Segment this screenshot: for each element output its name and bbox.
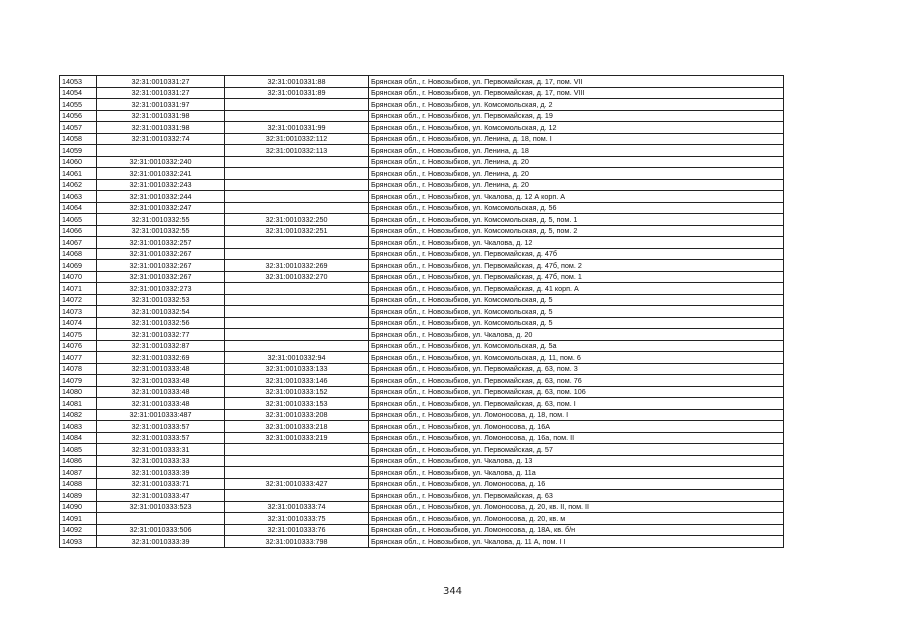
- cadastral-table: [59, 75, 784, 548]
- cadastral-number-cell: 32:31:0010333:47: [97, 490, 225, 502]
- table-row: [60, 306, 784, 318]
- table-row: [60, 386, 784, 398]
- table-row: [60, 156, 784, 168]
- row-number-cell: 14083: [60, 421, 97, 433]
- cadastral-number-cell: 32:31:0010331:27: [97, 76, 225, 88]
- row-number-cell: 14054: [60, 87, 97, 99]
- address-cell: Брянская обл., г. Новозыбков, ул. Первомайская, д. 63: [369, 490, 784, 502]
- table-row: [60, 202, 784, 214]
- row-number-cell: 14074: [60, 317, 97, 329]
- row-number-cell: 14072: [60, 294, 97, 306]
- related-cadastral-number-cell: 32:31:0010333:153: [225, 398, 369, 410]
- table-row: [60, 76, 784, 88]
- cadastral-number-cell: 32:31:0010333:48: [97, 363, 225, 375]
- related-cadastral-number-cell: [225, 455, 369, 467]
- row-number-cell: 14063: [60, 191, 97, 203]
- row-number-cell: 14056: [60, 110, 97, 122]
- row-number-cell: 14057: [60, 122, 97, 134]
- row-number-cell: 14071: [60, 283, 97, 295]
- table-row: [60, 145, 784, 157]
- related-cadastral-number-cell: 32:31:0010332:113: [225, 145, 369, 157]
- cadastral-number-cell: 32:31:0010331:27: [97, 87, 225, 99]
- row-number-cell: 14085: [60, 444, 97, 456]
- related-cadastral-number-cell: 32:31:0010333:74: [225, 501, 369, 513]
- table-row: [60, 444, 784, 456]
- cadastral-number-cell: 32:31:0010333:506: [97, 524, 225, 536]
- row-number-cell: 14090: [60, 501, 97, 513]
- row-number-cell: 14058: [60, 133, 97, 145]
- table-row: [60, 87, 784, 99]
- related-cadastral-number-cell: [225, 467, 369, 479]
- table-row: [60, 271, 784, 283]
- row-number-cell: 14082: [60, 409, 97, 421]
- address-cell: Брянская обл., г. Новозыбков, ул. Комсомольская, д. 5а: [369, 340, 784, 352]
- address-cell: Брянская обл., г. Новозыбков, ул. Первомайская, д. 47б, пом. 2: [369, 260, 784, 272]
- related-cadastral-number-cell: 32:31:0010331:88: [225, 76, 369, 88]
- cadastral-number-cell: 32:31:0010332:55: [97, 225, 225, 237]
- related-cadastral-number-cell: 32:31:0010333:146: [225, 375, 369, 387]
- row-number-cell: 14070: [60, 271, 97, 283]
- address-cell: Брянская обл., г. Новозыбков, ул. Первомайская, д. 17, пом. VIII: [369, 87, 784, 99]
- cadastral-number-cell: 32:31:0010332:244: [97, 191, 225, 203]
- table-row: [60, 283, 784, 295]
- table-row: [60, 513, 784, 525]
- table-row: [60, 237, 784, 249]
- table-body: [60, 76, 784, 548]
- related-cadastral-number-cell: [225, 99, 369, 111]
- cadastral-number-cell: 32:31:0010333:48: [97, 398, 225, 410]
- address-cell: Брянская обл., г. Новозыбков, ул. Ломоносова, д. 18А, кв. б/н: [369, 524, 784, 536]
- related-cadastral-number-cell: 32:31:0010333:76: [225, 524, 369, 536]
- related-cadastral-number-cell: 32:31:0010333:152: [225, 386, 369, 398]
- table-row: [60, 122, 784, 134]
- cadastral-number-cell: 32:31:0010331:97: [97, 99, 225, 111]
- cadastral-number-cell: [97, 513, 225, 525]
- address-cell: Брянская обл., г. Новозыбков, ул. Первомайская, д. 19: [369, 110, 784, 122]
- address-cell: Брянская обл., г. Новозыбков, ул. Комсомольская, д. 12: [369, 122, 784, 134]
- address-cell: Брянская обл., г. Новозыбков, ул. Комсомольская, д. 5: [369, 294, 784, 306]
- cadastral-number-cell: 32:31:0010332:56: [97, 317, 225, 329]
- row-number-cell: 14089: [60, 490, 97, 502]
- related-cadastral-number-cell: 32:31:0010331:99: [225, 122, 369, 134]
- row-number-cell: 14084: [60, 432, 97, 444]
- table-row: [60, 179, 784, 191]
- cadastral-number-cell: 32:31:0010331:98: [97, 122, 225, 134]
- cadastral-number-cell: 32:31:0010333:33: [97, 455, 225, 467]
- address-cell: Брянская обл., г. Новозыбков, ул. Чкалова, д. 12: [369, 237, 784, 249]
- table-row: [60, 329, 784, 341]
- related-cadastral-number-cell: [225, 156, 369, 168]
- related-cadastral-number-cell: 32:31:0010333:427: [225, 478, 369, 490]
- address-cell: Брянская обл., г. Новозыбков, ул. Комсомольская, д. 5: [369, 317, 784, 329]
- cadastral-number-cell: 32:31:0010331:98: [97, 110, 225, 122]
- cadastral-number-cell: 32:31:0010332:53: [97, 294, 225, 306]
- related-cadastral-number-cell: [225, 329, 369, 341]
- address-cell: Брянская обл., г. Новозыбков, ул. Комсомольская, д. 11, пом. 6: [369, 352, 784, 364]
- address-cell: Брянская обл., г. Новозыбков, ул. Ломоносова, д. 20, кв. II, пом. II: [369, 501, 784, 513]
- address-cell: Брянская обл., г. Новозыбков, ул. Первомайская, д. 17, пом. VII: [369, 76, 784, 88]
- table-row: [60, 352, 784, 364]
- row-number-cell: 14062: [60, 179, 97, 191]
- row-number-cell: 14053: [60, 76, 97, 88]
- cadastral-number-cell: 32:31:0010333:57: [97, 421, 225, 433]
- row-number-cell: 14081: [60, 398, 97, 410]
- cadastral-number-cell: 32:31:0010332:267: [97, 248, 225, 260]
- cadastral-number-cell: 32:31:0010332:267: [97, 260, 225, 272]
- row-number-cell: 14080: [60, 386, 97, 398]
- related-cadastral-number-cell: [225, 340, 369, 352]
- related-cadastral-number-cell: 32:31:0010332:94: [225, 352, 369, 364]
- related-cadastral-number-cell: 32:31:0010332:250: [225, 214, 369, 226]
- table-row: [60, 421, 784, 433]
- related-cadastral-number-cell: 32:31:0010333:219: [225, 432, 369, 444]
- table-row: [60, 294, 784, 306]
- related-cadastral-number-cell: [225, 110, 369, 122]
- table-row: [60, 409, 784, 421]
- related-cadastral-number-cell: 32:31:0010332:269: [225, 260, 369, 272]
- cadastral-number-cell: 32:31:0010333:523: [97, 501, 225, 513]
- related-cadastral-number-cell: 32:31:0010333:208: [225, 409, 369, 421]
- row-number-cell: 14065: [60, 214, 97, 226]
- related-cadastral-number-cell: 32:31:0010332:251: [225, 225, 369, 237]
- table-row: [60, 524, 784, 536]
- table-row: [60, 191, 784, 203]
- cadastral-number-cell: 32:31:0010332:74: [97, 133, 225, 145]
- table-row: [60, 168, 784, 180]
- row-number-cell: 14092: [60, 524, 97, 536]
- cadastral-number-cell: 32:31:0010332:54: [97, 306, 225, 318]
- table-row: [60, 317, 784, 329]
- address-cell: Брянская обл., г. Новозыбков, ул. Первомайская, д. 63, пом. 106: [369, 386, 784, 398]
- row-number-cell: 14067: [60, 237, 97, 249]
- cadastral-number-cell: 32:31:0010332:267: [97, 271, 225, 283]
- related-cadastral-number-cell: 32:31:0010332:270: [225, 271, 369, 283]
- cadastral-number-cell: 32:31:0010332:77: [97, 329, 225, 341]
- address-cell: Брянская обл., г. Новозыбков, ул. Чкалова, д. 12 А корп. А: [369, 191, 784, 203]
- cadastral-number-cell: 32:31:0010333:48: [97, 386, 225, 398]
- address-cell: Брянская обл., г. Новозыбков, ул. Ломоносова, д. 16: [369, 478, 784, 490]
- table-row: [60, 467, 784, 479]
- cadastral-number-cell: 32:31:0010333:31: [97, 444, 225, 456]
- address-cell: Брянская обл., г. Новозыбков, ул. Первомайская, д. 47б: [369, 248, 784, 260]
- address-cell: Брянская обл., г. Новозыбков, ул. Первомайская, д. 57: [369, 444, 784, 456]
- cadastral-number-cell: 32:31:0010333:39: [97, 536, 225, 548]
- cadastral-number-cell: 32:31:0010333:71: [97, 478, 225, 490]
- cadastral-number-cell: 32:31:0010333:487: [97, 409, 225, 421]
- table-row: [60, 375, 784, 387]
- related-cadastral-number-cell: [225, 317, 369, 329]
- row-number-cell: 14061: [60, 168, 97, 180]
- cadastral-number-cell: 32:31:0010332:69: [97, 352, 225, 364]
- address-cell: Брянская обл., г. Новозыбков, ул. Комсомольская, д. 5, пом. 2: [369, 225, 784, 237]
- table-row: [60, 501, 784, 513]
- address-cell: Брянская обл., г. Новозыбков, ул. Первомайская, д. 47б, пом. 1: [369, 271, 784, 283]
- row-number-cell: 14091: [60, 513, 97, 525]
- table-row: [60, 99, 784, 111]
- row-number-cell: 14088: [60, 478, 97, 490]
- row-number-cell: 14078: [60, 363, 97, 375]
- address-cell: Брянская обл., г. Новозыбков, ул. Ломоносова, д. 20, кв. м: [369, 513, 784, 525]
- cadastral-number-cell: 32:31:0010332:257: [97, 237, 225, 249]
- table-row: [60, 214, 784, 226]
- row-number-cell: 14076: [60, 340, 97, 352]
- related-cadastral-number-cell: [225, 191, 369, 203]
- row-number-cell: 14087: [60, 467, 97, 479]
- cadastral-number-cell: 32:31:0010333:39: [97, 467, 225, 479]
- row-number-cell: 14077: [60, 352, 97, 364]
- related-cadastral-number-cell: [225, 179, 369, 191]
- address-cell: Брянская обл., г. Новозыбков, ул. Ленина, д. 20: [369, 156, 784, 168]
- address-cell: Брянская обл., г. Новозыбков, ул. Комсомольская, д. 5: [369, 306, 784, 318]
- row-number-cell: 14059: [60, 145, 97, 157]
- address-cell: Брянская обл., г. Новозыбков, ул. Комсомольская, д. 56: [369, 202, 784, 214]
- address-cell: Брянская обл., г. Новозыбков, ул. Ломоносова, д. 16а, пом. II: [369, 432, 784, 444]
- table-row: [60, 248, 784, 260]
- table-row: [60, 133, 784, 145]
- related-cadastral-number-cell: [225, 294, 369, 306]
- table-row: [60, 536, 784, 548]
- address-cell: Брянская обл., г. Новозыбков, ул. Первомайская, д. 63, пом. I: [369, 398, 784, 410]
- table-row: [60, 225, 784, 237]
- address-cell: Брянская обл., г. Новозыбков, ул. Чкалова, д. 20: [369, 329, 784, 341]
- table-row: [60, 478, 784, 490]
- table-row: [60, 110, 784, 122]
- related-cadastral-number-cell: [225, 306, 369, 318]
- address-cell: Брянская обл., г. Новозыбков, ул. Чкалова, д. 13: [369, 455, 784, 467]
- cadastral-number-cell: 32:31:0010332:243: [97, 179, 225, 191]
- row-number-cell: 14066: [60, 225, 97, 237]
- related-cadastral-number-cell: [225, 237, 369, 249]
- address-cell: Брянская обл., г. Новозыбков, ул. Первомайская, д. 63, пом. 76: [369, 375, 784, 387]
- address-cell: Брянская обл., г. Новозыбков, ул. Первомайская, д. 63, пом. 3: [369, 363, 784, 375]
- table-row: [60, 363, 784, 375]
- cadastral-number-cell: 32:31:0010332:55: [97, 214, 225, 226]
- cadastral-number-cell: 32:31:0010332:240: [97, 156, 225, 168]
- address-cell: Брянская обл., г. Новозыбков, ул. Комсомольская, д. 5, пом. 1: [369, 214, 784, 226]
- row-number-cell: 14079: [60, 375, 97, 387]
- table-row: [60, 455, 784, 467]
- address-cell: Брянская обл., г. Новозыбков, ул. Ломоносова, д. 16А: [369, 421, 784, 433]
- related-cadastral-number-cell: 32:31:0010333:218: [225, 421, 369, 433]
- related-cadastral-number-cell: 32:31:0010332:112: [225, 133, 369, 145]
- row-number-cell: 14093: [60, 536, 97, 548]
- table-row: [60, 432, 784, 444]
- row-number-cell: 14055: [60, 99, 97, 111]
- related-cadastral-number-cell: [225, 444, 369, 456]
- address-cell: Брянская обл., г. Новозыбков, ул. Первомайская, д. 41 корп. А: [369, 283, 784, 295]
- row-number-cell: 14068: [60, 248, 97, 260]
- address-cell: Брянская обл., г. Новозыбков, ул. Комсомольская, д. 2: [369, 99, 784, 111]
- cadastral-number-cell: 32:31:0010332:241: [97, 168, 225, 180]
- related-cadastral-number-cell: [225, 168, 369, 180]
- table-row: [60, 398, 784, 410]
- address-cell: Брянская обл., г. Новозыбков, ул. Чкалова, д. 11 А, пом. I I: [369, 536, 784, 548]
- row-number-cell: 14086: [60, 455, 97, 467]
- row-number-cell: 14069: [60, 260, 97, 272]
- row-number-cell: 14073: [60, 306, 97, 318]
- cadastral-number-cell: [97, 145, 225, 157]
- related-cadastral-number-cell: [225, 202, 369, 214]
- row-number-cell: 14075: [60, 329, 97, 341]
- related-cadastral-number-cell: [225, 490, 369, 502]
- related-cadastral-number-cell: 32:31:0010333:75: [225, 513, 369, 525]
- related-cadastral-number-cell: 32:31:0010333:133: [225, 363, 369, 375]
- address-cell: Брянская обл., г. Новозыбков, ул. Чкалова, д. 11а: [369, 467, 784, 479]
- cadastral-number-cell: 32:31:0010333:57: [97, 432, 225, 444]
- address-cell: Брянская обл., г. Новозыбков, ул. Ломоносова, д. 18, пом. I: [369, 409, 784, 421]
- related-cadastral-number-cell: [225, 283, 369, 295]
- cadastral-number-cell: 32:31:0010332:87: [97, 340, 225, 352]
- cadastral-number-cell: 32:31:0010332:273: [97, 283, 225, 295]
- related-cadastral-number-cell: [225, 248, 369, 260]
- row-number-cell: 14060: [60, 156, 97, 168]
- table-row: [60, 490, 784, 502]
- address-cell: Брянская обл., г. Новозыбков, ул. Ленина, д. 18, пом. I: [369, 133, 784, 145]
- related-cadastral-number-cell: 32:31:0010333:798: [225, 536, 369, 548]
- cadastral-number-cell: 32:31:0010332:247: [97, 202, 225, 214]
- page-number: 344: [442, 586, 463, 597]
- row-number-cell: 14064: [60, 202, 97, 214]
- table-row: [60, 340, 784, 352]
- table-row: [60, 260, 784, 272]
- address-cell: Брянская обл., г. Новозыбков, ул. Ленина, д. 18: [369, 145, 784, 157]
- address-cell: Брянская обл., г. Новозыбков, ул. Ленина, д. 20: [369, 179, 784, 191]
- cadastral-number-cell: 32:31:0010333:48: [97, 375, 225, 387]
- address-cell: Брянская обл., г. Новозыбков, ул. Ленина, д. 20: [369, 168, 784, 180]
- related-cadastral-number-cell: 32:31:0010331:89: [225, 87, 369, 99]
